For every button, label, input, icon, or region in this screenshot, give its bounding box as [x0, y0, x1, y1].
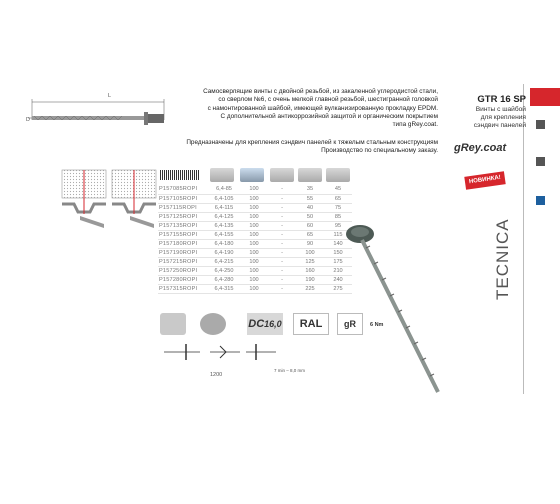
product-description	[176, 88, 438, 129]
sandwich-panel-illustration	[60, 166, 158, 230]
new-badge: НОВИНКА!	[464, 171, 505, 189]
spec-table	[158, 185, 352, 294]
standard-icon	[536, 120, 545, 129]
torque-value: 6 Nm	[370, 322, 384, 328]
description-line: со сверлом №6, с очень мелкой главной резьбой, шестигранной головкой	[218, 96, 438, 104]
cell-pack: 100	[240, 212, 268, 221]
cell-dash: -	[268, 230, 296, 239]
drill-capacity-icon	[270, 168, 294, 182]
purpose-line: Производство по специальному заказу.	[321, 147, 438, 155]
greycoat-feature-icon: gR	[337, 313, 363, 335]
cell-size: 6,4-135	[208, 221, 240, 230]
cell-size: 6,4-155	[208, 230, 240, 239]
cell-size: 6,4-215	[208, 257, 240, 266]
cell-a: 90	[296, 239, 324, 248]
cell-dash: -	[268, 185, 296, 194]
cell-pack: 100	[240, 257, 268, 266]
torque-icon	[370, 313, 396, 335]
table-row	[158, 221, 352, 230]
cell-dash: -	[268, 194, 296, 203]
cell-pack: 100	[240, 203, 268, 212]
product-code: GTR 16 SP	[477, 94, 526, 105]
cell-b: 115	[324, 230, 352, 239]
table-row	[158, 266, 352, 275]
cell-b: 240	[324, 275, 352, 284]
table-row	[158, 194, 352, 203]
cell-code: P157315ROPI	[158, 284, 208, 293]
cell-a: 125	[296, 257, 324, 266]
table-header-icons	[158, 168, 408, 184]
cell-a: 50	[296, 212, 324, 221]
cell-pack: 100	[240, 194, 268, 203]
cell-a: 190	[296, 275, 324, 284]
cell-dash: -	[268, 239, 296, 248]
cell-a: 225	[296, 284, 324, 293]
cell-code: P157190ROPI	[158, 248, 208, 257]
cell-dash: -	[268, 248, 296, 257]
subtitle-line: Винты с шайбой	[475, 106, 526, 113]
table-row	[158, 248, 352, 257]
dc-value: 16,0	[264, 319, 282, 329]
cell-pack: 100	[240, 185, 268, 194]
cell-size: 6,4-85	[208, 185, 240, 194]
cell-b: 175	[324, 257, 352, 266]
cell-pack: 100	[240, 239, 268, 248]
purpose-line: Предназначены для крепления сэндвич панелей к тяжелым стальным конструкциям	[186, 139, 438, 146]
product-subtitle	[440, 106, 526, 131]
cell-a: 55	[296, 194, 324, 203]
description-line: С дополнительной антикоррозийной защитой и органическим покрытием	[220, 112, 438, 120]
cell-b: 65	[324, 194, 352, 203]
tecnica-brand: TECNICA	[493, 218, 512, 300]
cell-size: 6,4-105	[208, 194, 240, 203]
cell-pack: 100	[240, 284, 268, 293]
table-row	[158, 212, 352, 221]
thickness-label: 7 min – 8,0 mm	[274, 368, 306, 373]
table-row	[158, 185, 352, 194]
cell-code: P157125ROPI	[158, 212, 208, 221]
cell-dash: -	[268, 203, 296, 212]
cell-size: 6,4-280	[208, 275, 240, 284]
cell-b: 150	[324, 248, 352, 257]
panel-thickness-a-icon	[298, 168, 322, 182]
cell-a: 100	[296, 248, 324, 257]
cell-a: 40	[296, 203, 324, 212]
cell-dash: -	[268, 257, 296, 266]
table-row	[158, 284, 352, 293]
cell-code: P157105ROPI	[158, 194, 208, 203]
cell-pack: 100	[240, 221, 268, 230]
cell-pack: 100	[240, 275, 268, 284]
cell-code: P157085ROPI	[158, 185, 208, 194]
cell-code: P157135ROPI	[158, 221, 208, 230]
red-accent-bar	[530, 88, 560, 106]
cell-b: 210	[324, 266, 352, 275]
cell-code: P157180ROPI	[158, 239, 208, 248]
cell-b: 275	[324, 284, 352, 293]
cell-dash: -	[268, 212, 296, 221]
cell-dash: -	[268, 221, 296, 230]
cell-a: 65	[296, 230, 324, 239]
drill-capacity-badge	[247, 313, 283, 335]
barcode-icon	[160, 170, 200, 180]
description-line: с намонтированной шайбой, имеющей вулканизированную прокладку EPDM.	[207, 104, 438, 112]
description-line: Самосверлящие винты с двойной резьбой, из закаленной углеродистой стали,	[203, 88, 438, 95]
screw-drawing	[24, 96, 174, 136]
panel-thickness-b-icon	[326, 168, 350, 182]
cell-code: P157280ROPI	[158, 275, 208, 284]
subtitle-line: сэндвич панелей	[473, 122, 526, 130]
cell-size: 6,4-125	[208, 212, 240, 221]
table-row	[158, 203, 352, 212]
cell-b: 45	[324, 185, 352, 194]
table-row	[158, 230, 352, 239]
cell-pack: 100	[240, 230, 268, 239]
steel-profile-icon	[160, 313, 186, 335]
cell-a: 35	[296, 185, 324, 194]
certificate-icon	[536, 196, 545, 205]
product-purpose	[176, 139, 438, 156]
cell-code: P157115ROPI	[158, 203, 208, 212]
cell-size: 6,4-315	[208, 284, 240, 293]
screw-size-icon	[210, 168, 234, 182]
washer-icon	[200, 313, 226, 335]
cell-code: P157215ROPI	[158, 257, 208, 266]
angle-label: 1200	[210, 372, 223, 378]
cell-size: 6,4-180	[208, 239, 240, 248]
cell-size: 6,4-115	[208, 203, 240, 212]
table-row	[158, 239, 352, 248]
cell-a: 60	[296, 221, 324, 230]
cell-dash: -	[268, 266, 296, 275]
dc-label: DC	[248, 318, 265, 330]
cell-dash: -	[268, 275, 296, 284]
description-line: типа gRey.coat.	[392, 121, 438, 129]
cell-b: 75	[324, 203, 352, 212]
cell-dash: -	[268, 284, 296, 293]
cell-pack: 100	[240, 248, 268, 257]
cell-code: P157250ROPI	[158, 266, 208, 275]
screw-photo	[340, 220, 450, 400]
cell-size: 6,4-250	[208, 266, 240, 275]
cell-b: 95	[324, 221, 352, 230]
box-quantity-icon	[240, 168, 264, 182]
length-label: L	[108, 93, 112, 99]
greycoat-logo: gRey.coat	[454, 142, 507, 154]
standard-icon	[536, 157, 545, 166]
cell-code: P157155ROPI	[158, 230, 208, 239]
diameter-label: D	[26, 117, 30, 123]
cell-b: 85	[324, 212, 352, 221]
cell-b: 140	[324, 239, 352, 248]
cell-size: 6,4-190	[208, 248, 240, 257]
table-row	[158, 257, 352, 266]
subtitle-line: для крепления	[480, 114, 526, 122]
ral-badge: RAL	[293, 313, 329, 335]
table-row	[158, 275, 352, 284]
cell-a: 160	[296, 266, 324, 275]
cell-pack: 100	[240, 266, 268, 275]
mounting-diagram	[160, 340, 280, 370]
